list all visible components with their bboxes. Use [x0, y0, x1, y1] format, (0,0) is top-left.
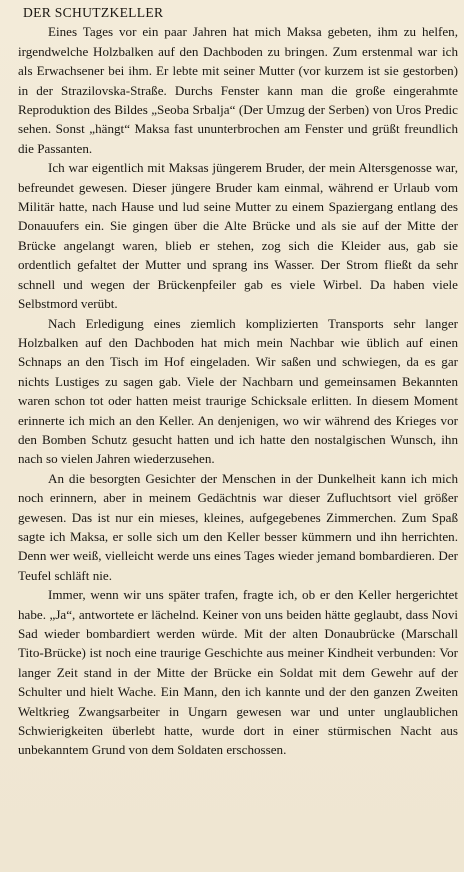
paragraph-4: An die besorgten Gesichter der Menschen in der Dunkelheit kann ich mich noch erinnern, aber in meinem Gedächtnis war dieser Zufluchtsort viel größer gewesen. Das ist nur ein mieses, kleines, aufgegebenes Zimmerchen. Zum Spaß sagte ich Maksa, er solle sich um den Keller besser kümmern und ihn herrichten. Denn wer weiß, vielleicht werde uns eines Tages wieder jemand bombardieren. Der Teufel schläft nie.: [18, 470, 458, 583]
paragraph-3: Nach Erledigung eines ziemlich komplizierten Transports sehr langer Holzbalken auf den Dachboden hat mich mein Nachbar wie üblich auf einen Schnaps an den Tisch im Hof eingeladen. Wir saßen und schwiegen, da es gar nichts Lustiges zu sagen gab. Viele der Nachbarn und gemeinsamen Bekannten waren schon tot oder hatten meist traurige Schicksale erlitten. In diesem Moment erinnerte ich mich an den Keller. An denjenigen, wo wir während des Krieges vor den Bomben Schutz gesucht hatten und ich hatte den nostalgischen Wunsch, ihn nach so vielen Jahren wiederzusehen.: [18, 315, 458, 467]
paragraph-2: Ich war eigentlich mit Maksas jüngerem Bruder, der mein Altersgenosse war, befreundet gewesen. Dieser jüngere Bruder kam einmal, während er Urlaub vom Militär hatte, nach Hause und lud seine Mutter zu einem Spaziergang entlang des Donauufers ein. Sie gingen über die Alte Brücke und als sie auf der Mitte der Brücke angelangt waren, blieb er stehen, zog sich die Kleider aus, gab sie ordentlich gefaltet der Mutter und sprang ins Wasser. Der Strom fließt da sehr schnell und wegen der Brückenpfeiler gab es viele Wirbel. Da haben viele Selbstmord verübt.: [18, 160, 458, 312]
paragraph-1: Eines Tages vor ein paar Jahren hat mich Maksa gebeten, ihm zu helfen, irgendwelche Holzbalken auf den Dachboden zu bringen. Zum erstenmal war ich als Erwachsener bei ihm. Er lebte mit seiner Mutter (vor kurzem ist sie gestorben) in der Strazilovska-Straße. Durchs Fenster kann man die große eingerahmte Reproduktion des Bildes „Seoba Srbalja“ (Der Umzug der Serben) von Uros Predic sehen. Sonst „hängt“ Maksa fast ununterbrochen am Fenster und grüßt freundlich die Passanten.: [18, 24, 458, 156]
text-column: [18, 3, 458, 760]
chapter-title: DER SCHUTZKELLER: [23, 5, 164, 20]
paragraph-5: Immer, wenn wir uns später trafen, fragte ich, ob er den Keller hergerichtet habe. „Ja“, antwortete er lächelnd. Keiner von uns beiden hätte geglaubt, dass Novi Sad wieder bombardiert werden würde. Mit der alten Donaubrücke (Marschall Tito-Brücke) ist noch eine traurige Geschichte aus meiner Kindheit verbunden: Vor langer Zeit stand in der Mitte der Brücke ein Soldat mit dem Gewehr auf der Schulter und hielt Wache. Ein Mann, den ich kannte und der den ganzen Zweiten Weltkrieg Zwangsarbeiter in Ungarn gewesen war und unter unglaublichen Schwierigkeiten überlebt hatte, wurde dort in einer stürmischen Nacht aus unbekanntem Grund von dem Soldaten erschossen.: [18, 587, 458, 758]
